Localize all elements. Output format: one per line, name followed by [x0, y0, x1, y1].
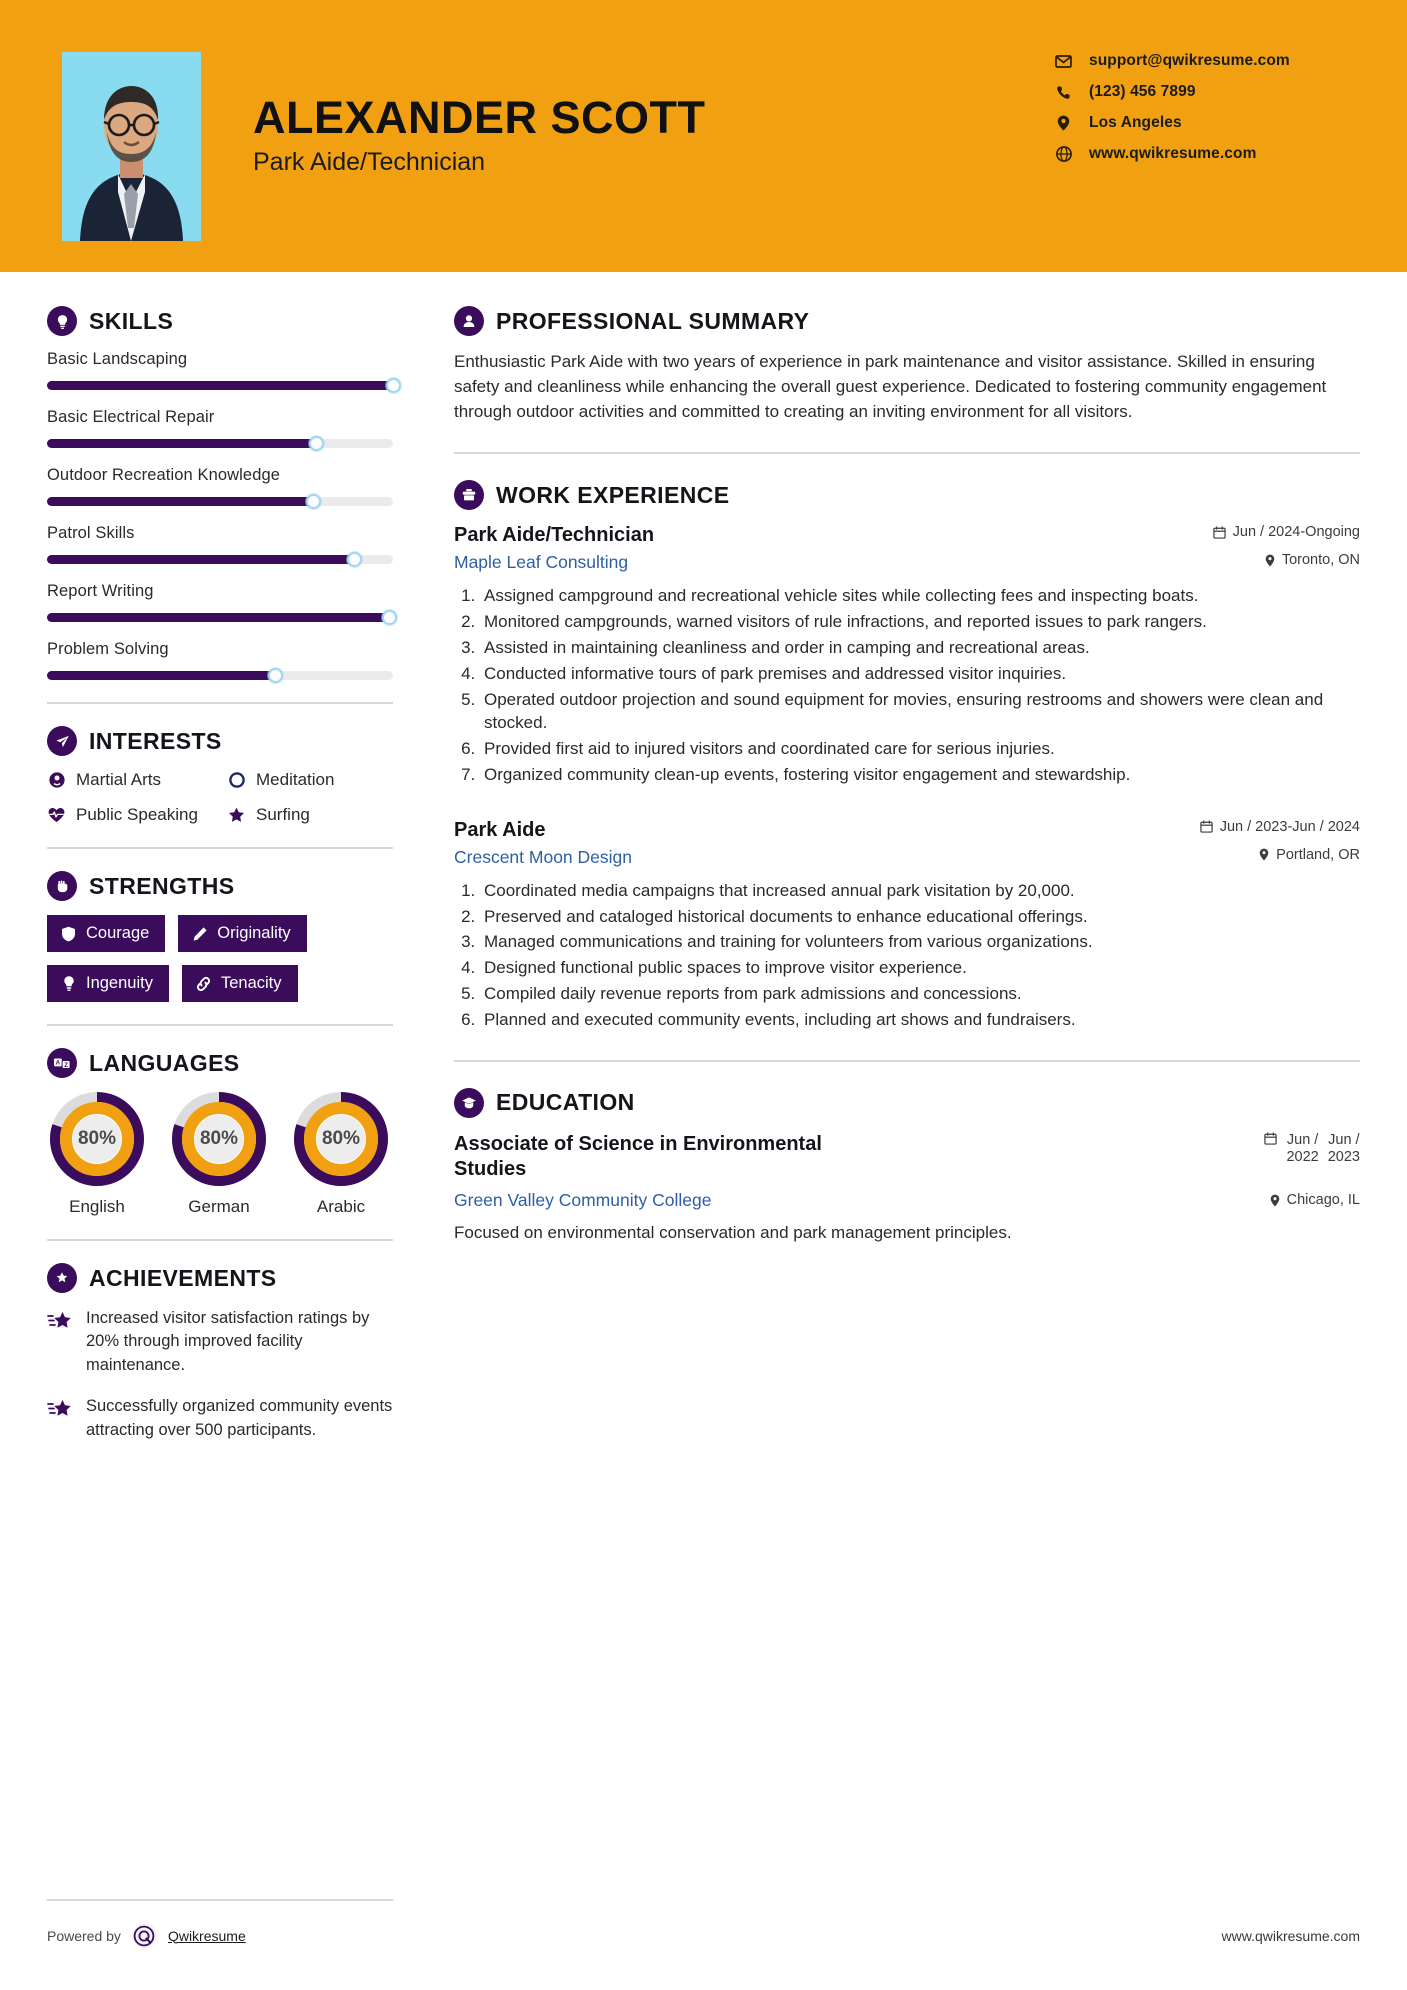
education-list [454, 1132, 1360, 1245]
skill-progress-knob[interactable] [347, 552, 362, 567]
skill-item [47, 350, 407, 390]
job-bullet: 2. Monitored campgrounds, warned visitors of rule infractions, and reported issues to park rangers. [480, 610, 1360, 634]
job-location-text: Toronto, ON [1281, 552, 1360, 569]
skill-item [47, 524, 407, 564]
language-percent: 80% [199, 1128, 239, 1149]
main-section-education [454, 1088, 1360, 1245]
job-dates-text: Jun / 2023-Jun / 2024 [1219, 818, 1360, 835]
qwikresume-link[interactable]: Qwikresume [167, 1927, 246, 1944]
interest-item [47, 805, 227, 825]
achievements-header [47, 1263, 407, 1293]
skills-title: SKILLS [89, 307, 174, 334]
job-bullet: 4. Conducted informative tours of park premises and addressed visitor inquiries. [480, 662, 1360, 686]
star-icon [227, 806, 246, 825]
interests-header [47, 726, 407, 756]
interests-list [47, 770, 407, 825]
job-bullet: 3. Assisted in maintaining cleanliness and order in camping and recreational areas. [480, 636, 1360, 660]
contact-email[interactable] [1055, 52, 1345, 70]
contact-phone-text: (123) 456 7899 [1089, 83, 1196, 100]
interest-item [227, 805, 407, 825]
contact-location-text: Los Angeles [1089, 114, 1182, 131]
skill-item [47, 640, 407, 680]
footer-website: www.qwikresume.com [1221, 1927, 1360, 1944]
achievements-title: ACHIEVEMENTS [89, 1264, 277, 1291]
job-bullet: 5. Compiled daily revenue reports from park admissions and concessions. [480, 982, 1360, 1006]
job-company: Crescent Moon Design [454, 846, 632, 867]
job-dates-text: Jun / 2024-Ongoing [1232, 524, 1360, 541]
interest-label: Public Speaking [76, 805, 198, 824]
skill-item [47, 408, 407, 448]
education-end-line2: 2023 [1327, 1149, 1360, 1166]
footer-divider [47, 1899, 393, 1901]
shooting-star-icon [47, 1395, 73, 1421]
language-item [169, 1092, 269, 1217]
achievement-item [47, 1307, 407, 1377]
svg-text:A: A [55, 1059, 60, 1067]
sidebar-section-languages [47, 1048, 407, 1217]
page-footer [0, 1923, 1407, 1948]
profile-photo-illustration [62, 52, 201, 241]
skill-progress-track [47, 555, 393, 564]
calendar-icon [1213, 526, 1226, 539]
name-block [253, 52, 1055, 177]
skill-progress-fill [47, 613, 390, 622]
language-donut-chart [172, 1092, 266, 1186]
strength-chip [47, 965, 169, 1002]
skill-progress-knob[interactable] [386, 378, 401, 393]
job-role: Park Aide/Technician [454, 524, 655, 547]
candidate-name: ALEXANDER SCOTT [253, 92, 706, 143]
job-bullets [454, 879, 1360, 1032]
shooting-star-icon [47, 1307, 73, 1333]
job-entry [454, 819, 1360, 1032]
skill-progress-knob[interactable] [268, 668, 283, 683]
strength-label: Ingenuity [86, 974, 153, 992]
achievement-text: Increased visitor satisfaction ratings by 20% through improved facility maintenance. [86, 1309, 370, 1374]
language-percent: 80% [77, 1128, 117, 1149]
language-donut-chart [50, 1092, 144, 1186]
divider [47, 847, 393, 849]
circle-outline-icon [227, 771, 246, 790]
sidebar-section-skills [47, 306, 407, 680]
summary-text: Enthusiastic Park Aide with two years of experience in park maintenance and visitor assistance. Skilled in ensuring safety and cleanliness while enhancing the overall guest experience. Dedicated to fostering community engagement through outdoor activities and committed to creating an inviting environment for all visitors. [454, 352, 1327, 421]
education-end-line1: Jun / [1328, 1131, 1360, 1148]
sidebar-section-achievements [47, 1263, 407, 1442]
language-name: English [69, 1197, 125, 1216]
globe-icon [1055, 146, 1072, 163]
job-dates [1213, 524, 1360, 540]
skill-progress-knob[interactable] [382, 610, 397, 625]
candidate-job-title: Park Aide/Technician [253, 148, 486, 177]
resume-body [0, 272, 1407, 1460]
job-bullets [454, 584, 1360, 786]
education-subheader [454, 1190, 1360, 1211]
job-bullet: 6. Planned and executed community events, including art shows and fundraisers. [480, 1008, 1360, 1032]
education-start-line1: Jun / [1286, 1131, 1319, 1148]
contact-list [1055, 52, 1345, 163]
language-name: Arabic [316, 1197, 366, 1216]
education-dates [1264, 1132, 1360, 1167]
job-bullet: 1. Coordinated media campaigns that increased annual park visitation by 20,000. [480, 879, 1360, 903]
skill-progress-knob[interactable] [306, 494, 321, 509]
paper-plane-icon [47, 726, 77, 756]
job-entry [454, 524, 1360, 786]
education-entry [454, 1132, 1360, 1245]
work-title: WORK EXPERIENCE [496, 481, 730, 508]
strengths-list [47, 915, 407, 1002]
interest-item [227, 770, 407, 790]
skill-progress-fill [47, 555, 355, 564]
powered-by-block [47, 1923, 246, 1948]
globe-marker-icon [47, 771, 66, 790]
divider [454, 452, 1360, 454]
languages-header [47, 1048, 407, 1078]
strengths-title: STRENGTHS [89, 872, 235, 899]
resume-header [0, 0, 1407, 272]
skill-label: Basic Electrical Repair [47, 408, 215, 426]
summary-header [454, 306, 1360, 336]
skill-label: Outdoor Recreation Knowledge [47, 466, 281, 484]
calendar-icon [1200, 820, 1213, 833]
skill-progress-knob[interactable] [309, 436, 324, 451]
education-start-date [1286, 1132, 1318, 1167]
interest-label: Martial Arts [76, 770, 162, 789]
interest-item [47, 770, 227, 790]
strength-label: Courage [86, 924, 150, 942]
skill-progress-fill [47, 671, 275, 680]
job-location [1265, 552, 1360, 568]
job-bullet: 2. Preserved and cataloged historical documents to enhance educational offerings. [480, 905, 1360, 929]
contact-location[interactable] [1055, 114, 1345, 132]
location-pin-icon [1270, 1194, 1280, 1207]
language-name: German [188, 1197, 250, 1216]
skill-progress-fill [47, 381, 393, 390]
contact-phone[interactable] [1055, 83, 1345, 101]
education-end-date [1328, 1132, 1360, 1167]
contact-website[interactable] [1055, 145, 1345, 163]
skill-progress-track [47, 497, 393, 506]
svg-text:Z: Z [63, 1061, 68, 1069]
main-section-work [454, 480, 1360, 1031]
job-location-text: Portland, OR [1276, 846, 1360, 863]
sidebar [0, 272, 407, 1460]
strength-chip [47, 915, 165, 952]
job-meta [1213, 524, 1360, 540]
job-company: Maple Leaf Consulting [454, 552, 629, 573]
job-dates [1200, 819, 1360, 835]
divider [47, 1239, 393, 1241]
education-start-line2: 2022 [1286, 1149, 1319, 1166]
heart-pulse-icon [47, 806, 66, 825]
strengths-header [47, 871, 407, 901]
shield-icon [60, 925, 77, 942]
job-role: Park Aide [454, 818, 546, 841]
education-description: Focused on environmental conservation and park management principles. [454, 1222, 1012, 1242]
divider [47, 1024, 393, 1026]
strength-chip [178, 915, 306, 952]
job-spacer [454, 793, 1360, 819]
sidebar-section-strengths [47, 871, 407, 1002]
divider [47, 702, 393, 704]
envelope-icon [1055, 53, 1072, 70]
job-header [454, 819, 1360, 842]
calendar-icon [1264, 1132, 1277, 1145]
sidebar-section-interests [47, 726, 407, 825]
achievement-text: Successfully organized community events attracting over 500 participants. [86, 1397, 393, 1439]
education-school: Green Valley Community College [454, 1189, 712, 1210]
location-pin-icon [1259, 848, 1269, 861]
main-section-summary [454, 306, 1360, 424]
job-meta [1200, 819, 1360, 835]
powered-by-label: Powered by [47, 1927, 121, 1944]
education-degree: Associate of Science in Environmental Studies [454, 1132, 822, 1180]
jobs-list [454, 524, 1360, 1031]
achievements-list [47, 1307, 407, 1442]
achievement-item [47, 1395, 407, 1442]
interests-title: INTERESTS [89, 727, 222, 754]
fist-icon [47, 871, 77, 901]
interest-label: Meditation [256, 770, 335, 789]
contact-email-text: support@qwikresume.com [1089, 52, 1290, 69]
job-location [1259, 847, 1360, 863]
briefcase-icon [454, 480, 484, 510]
link-icon [195, 975, 212, 992]
graduation-icon [454, 1088, 484, 1118]
skill-progress-track [47, 613, 393, 622]
language-donut-chart [294, 1092, 388, 1186]
qwikresume-logo-icon [132, 1923, 157, 1948]
job-header [454, 524, 1360, 547]
skills-header [47, 306, 407, 336]
job-bullet: 5. Operated outdoor projection and sound equipment for movies, ensuring restrooms and showers were clean and stocked. [480, 688, 1360, 736]
person-icon [454, 306, 484, 336]
profile-photo [62, 52, 201, 241]
contact-website-text: www.qwikresume.com [1089, 145, 1257, 162]
divider [454, 1060, 1360, 1062]
job-bullet: 4. Designed functional public spaces to improve visitor experience. [480, 956, 1360, 980]
strength-label: Tenacity [220, 974, 282, 992]
skill-progress-track [47, 439, 393, 448]
skill-item [47, 466, 407, 506]
interest-label: Surfing [256, 805, 310, 824]
strength-chip [182, 965, 298, 1002]
skills-list [47, 350, 407, 680]
location-pin-icon [1265, 554, 1275, 567]
skill-label: Report Writing [47, 582, 154, 600]
skill-progress-fill [47, 497, 313, 506]
education-header [454, 1132, 1360, 1182]
bulb-icon [60, 975, 77, 992]
skill-item [47, 582, 407, 622]
skill-label: Patrol Skills [47, 524, 135, 542]
skill-label: Problem Solving [47, 640, 169, 658]
lightbulb-icon [47, 306, 77, 336]
pencil-icon [191, 925, 208, 942]
language-item [291, 1092, 391, 1217]
skill-label: Basic Landscaping [47, 350, 188, 368]
translate-icon [47, 1048, 77, 1078]
job-bullet: 1. Assigned campground and recreational vehicle sites while collecting fees and inspecting boats. [480, 584, 1360, 608]
job-bullet: 6. Provided first aid to injured visitors and coordinated care for serious injuries. [480, 737, 1360, 761]
languages-list [47, 1092, 407, 1217]
location-pin-icon [1055, 115, 1072, 132]
education-location-text: Chicago, IL [1286, 1192, 1360, 1209]
summary-title: PROFESSIONAL SUMMARY [496, 307, 810, 334]
language-item [47, 1092, 147, 1217]
strength-label: Originality [217, 924, 291, 942]
work-header [454, 480, 1360, 510]
languages-title: LANGUAGES [89, 1049, 240, 1076]
main-column [407, 272, 1407, 1460]
skill-progress-fill [47, 439, 317, 448]
language-percent: 80% [321, 1128, 361, 1149]
job-bullet: 7. Organized community clean-up events, fostering visitor engagement and stewardship. [480, 763, 1360, 787]
education-header [454, 1088, 1360, 1118]
job-bullet: 3. Managed communications and training for volunteers from various organizations. [480, 930, 1360, 954]
star-badge-icon [47, 1263, 77, 1293]
phone-icon [1055, 84, 1072, 101]
job-subheader [454, 847, 1360, 868]
job-subheader [454, 552, 1360, 573]
skill-progress-track [47, 671, 393, 680]
education-location [1270, 1192, 1360, 1208]
skill-progress-track [47, 381, 393, 390]
education-title: EDUCATION [496, 1089, 635, 1116]
